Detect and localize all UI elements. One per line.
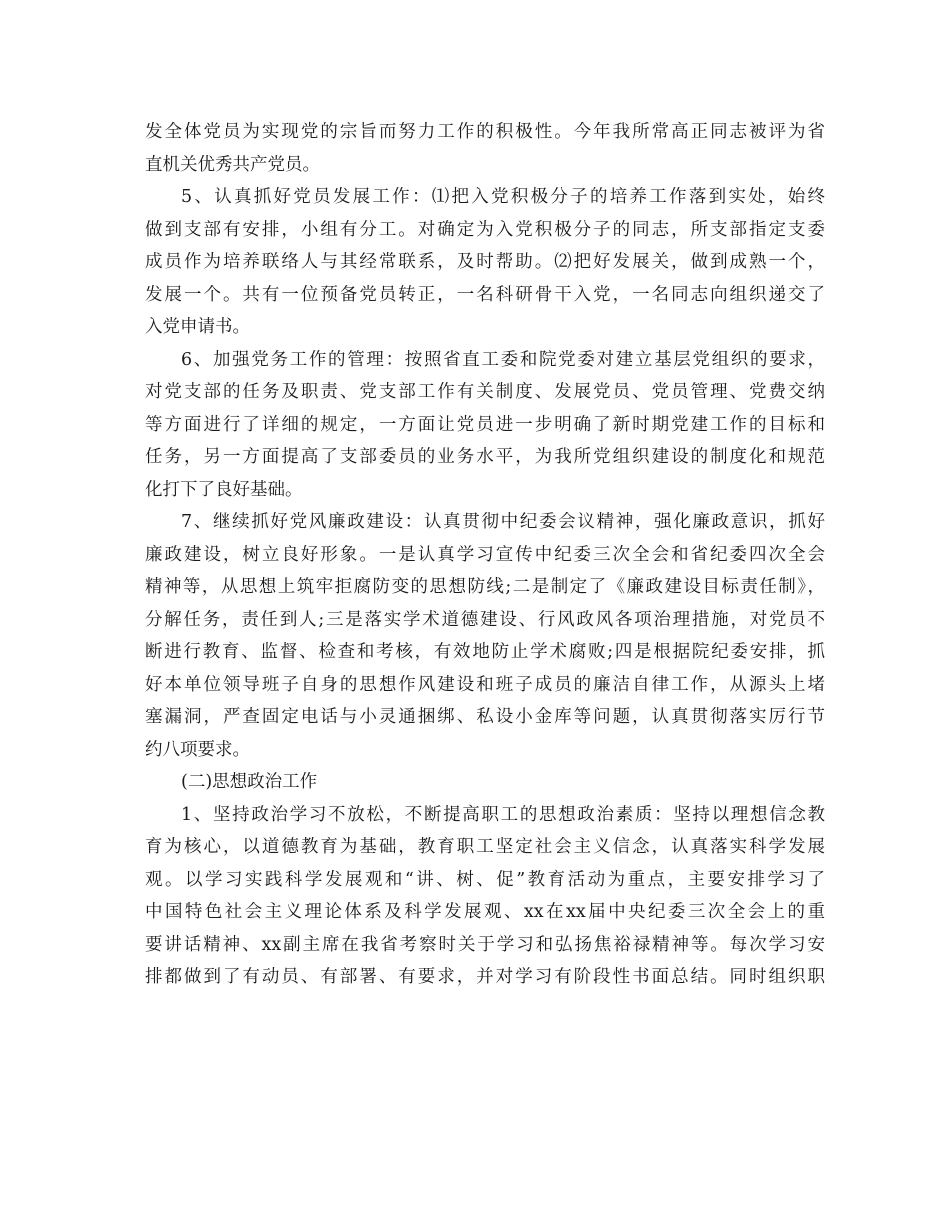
text-line: 好本单位领导班子自身的思想作风建设和班子成员的廉洁自律工作，从源头上堵 [145,674,825,695]
text-line: 廉政建设，树立良好形象。一是认真学习宣传中纪委三次全会和省纪委四次全会 [145,544,825,565]
text-line: 分解任务，责任到人;三是落实学术道德建设、行风政风各项治理措施，对党员不 [145,609,825,630]
text-line: 精神等，从思想上筑牢拒腐防变的思想防线;二是制定了《廉政建设目标责任制》， [145,577,825,597]
text-line: 育为核心，以道德教育为基础，教育职工坚定社会主义信念，认真落实科学发展 [145,837,825,857]
text-line: 要讲话精神、xx副主席在我省考察时关于学习和弘扬焦裕禄精神等。每次学习安 [145,934,825,955]
text-line: 观。以学习实践科学发展观和“讲、树、促”教育活动为重点，主要安排学习了 [145,869,825,890]
document-body [145,116,825,994]
text-line: 化打下了良好基础。 [145,479,303,500]
text-line: 入党申请书。 [145,317,250,337]
text-line: 排都做到了有动员、有部署、有要求，并对学习有阶段性书面总结。同时组织职 [145,967,825,987]
section-heading: (二)思想政治工作 [181,772,318,792]
text-line: 1、坚持政治学习不放松，不断提高职工的思想政治素质：坚持以理想信念教 [181,804,825,825]
text-line: 对党支部的任务及职责、党支部工作有关制度、发展党员、党员管理、党费交纳 [145,382,825,402]
text-line: 5、认真抓好党员发展工作：⑴把入党积极分子的培养工作落到实处，始终 [181,187,825,207]
text-line: 成员作为培养联络人与其经常联系，及时帮助。⑵把好发展关，做到成熟一个， [145,252,825,272]
text-line: 发全体党员为实现党的宗旨而努力工作的积极性。今年我所常高正同志被评为省 [145,122,825,142]
text-line: 等方面进行了详细的规定，一方面让党员进一步明确了新时期党建工作的目标和 [145,414,825,435]
text-line: 任务，另一方面提高了支部委员的业务水平，为我所党组织建设的制度化和规范 [145,447,825,467]
text-line: 做到支部有安排，小组有分工。对确定为入党积极分子的同志，所支部指定支委 [145,219,825,240]
text-line: 约八项要求。 [145,739,250,760]
text-line: 断进行教育、监督、检查和考核，有效地防止学术腐败;四是根据院纪委安排，抓 [145,642,825,662]
text-line: 6、加强党务工作的管理：按照省直工委和院党委对建立基层党组织的要求， [181,349,825,370]
text-line: 直机关优秀共产党员。 [145,154,320,175]
text-line: 7、继续抓好党风廉政建设：认真贯彻中纪委会议精神，强化廉政意识，抓好 [181,512,825,532]
text-line: 中国特色社会主义理论体系及科学发展观、xx在xx届中央纪委三次全会上的重 [145,902,825,922]
text-line: 塞漏洞，严查固定电话与小灵通捆绑、私设小金库等问题，认真贯彻落实厉行节 [145,707,825,727]
text-line: 发展一个。共有一位预备党员转正，一名科研骨干入党，一名同志向组织递交了 [145,284,825,305]
